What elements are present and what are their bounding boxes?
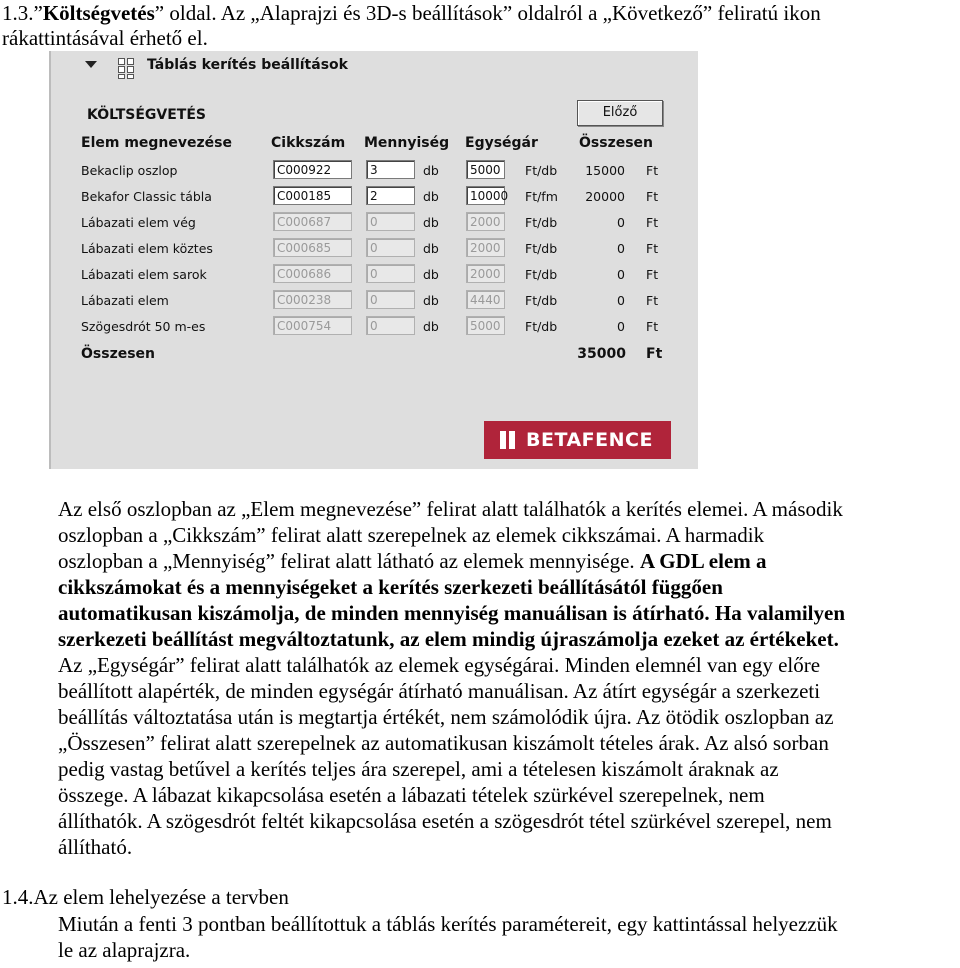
previous-button[interactable]: Előző — [577, 100, 663, 126]
body-text: állítható. — [58, 835, 133, 859]
row-total: 0 — [617, 241, 625, 256]
qty-unit: db — [423, 189, 439, 204]
column-header-price: Egységár — [465, 135, 538, 151]
table-row — [51, 315, 698, 341]
qty-field[interactable]: 2 — [366, 186, 415, 205]
table-row — [51, 237, 698, 263]
body-line — [58, 548, 845, 574]
intro-rest: ” oldal. Az „Alaprajzi és 3D-s beállítások” oldalról a „Következő” feliratú ikon — [154, 1, 821, 25]
body-text: oszlopban a „Cikkszám” felirat alatt szerepelnek az elemek cikkszámai. A harmadik — [58, 523, 765, 547]
body-text: Az „Egységár” felirat alatt találhatók az elemek egységárai. Minden elemnél van egy előre — [58, 653, 821, 677]
table-row — [51, 263, 698, 289]
body-text: Az első oszlopban az „Elem megnevezése” felirat alatt találhatók a kerítés elemei. A második — [58, 497, 843, 521]
qty-field: 0 — [366, 238, 415, 257]
body-line — [58, 652, 845, 678]
qty-unit: db — [423, 293, 439, 308]
body-bold-text: Ha valamilyen — [714, 601, 846, 625]
section-paragraph — [58, 911, 838, 963]
row-currency: Ft — [646, 189, 659, 204]
row-total: 0 — [617, 215, 625, 230]
section-line-2: le az alaprajzra. — [58, 938, 191, 962]
sum-value: 35000 — [577, 346, 626, 362]
panel-title: KÖLTSÉGVETÉS — [87, 107, 207, 123]
body-text: oszlopban a „Mennyiség” felirat alatt látható az elemek mennyisége. — [58, 549, 640, 573]
price-unit: Ft/db — [525, 267, 558, 282]
intro-prefix: 1.3.” — [2, 1, 43, 25]
price-unit: Ft/db — [525, 241, 558, 256]
qty-field: 0 — [366, 264, 415, 283]
price-field: 4440 — [466, 290, 505, 309]
body-line — [58, 834, 845, 860]
body-text: „Összesen” felirat alatt szerepelnek az automatikusan kiszámolt tételes árak. Az alsó sorban — [58, 731, 829, 755]
row-name: Lábazati elem — [81, 293, 169, 308]
code-field[interactable]: C000922 — [273, 160, 352, 179]
row-name: Lábazati elem köztes — [81, 241, 213, 256]
price-field[interactable]: 10000 — [466, 186, 505, 205]
column-header-code: Cikkszám — [271, 135, 346, 151]
row-total: 0 — [617, 267, 625, 282]
section-line-1: Miután a fenti 3 pontban beállítottuk a táblás kerítés paramétereit, egy kattintással helyezzük — [58, 912, 838, 936]
row-name: Bekaclip oszlop — [81, 163, 178, 178]
qty-unit: db — [423, 163, 439, 178]
intro-bold: Költségvetés — [42, 1, 155, 25]
row-currency: Ft — [646, 319, 659, 334]
price-field: 2000 — [466, 238, 505, 257]
body-line — [58, 574, 845, 600]
body-bold-text: cikkszámokat és a mennyiségeket a kerítés szerkezeti beállításától függően — [58, 575, 723, 599]
collapse-arrow-icon[interactable] — [85, 61, 97, 68]
body-bold-text: szerkezeti beállítást megváltoztatunk, az elem mindig újraszámolja ezeket az értékeket. — [58, 627, 839, 651]
price-field: 2000 — [466, 264, 505, 283]
body-text: pedig vastag betűvel a kerítés teljes ára szerepel, ami a tételesen kiszámolt áraknak az — [58, 757, 779, 781]
body-line — [58, 600, 845, 626]
qty-unit: db — [423, 319, 439, 334]
qty-field: 0 — [366, 316, 415, 335]
code-field: C000754 — [273, 316, 352, 335]
row-total: 20000 — [585, 189, 625, 204]
settings-grid-icon — [118, 58, 142, 80]
sum-label: Összesen — [81, 346, 156, 362]
row-currency: Ft — [646, 163, 659, 178]
intro-line-1 — [2, 0, 821, 26]
table-row — [51, 185, 698, 211]
body-line — [58, 678, 845, 704]
qty-unit: db — [423, 215, 439, 230]
row-currency: Ft — [646, 241, 659, 256]
sum-currency: Ft — [646, 346, 663, 362]
body-line — [58, 730, 845, 756]
intro-line-2: rákattintásával érhető el. — [2, 26, 208, 50]
body-text: beállítás változtatása után is megtartja értékét, nem számolódik újra. Az ötödik oszlopban az — [58, 705, 834, 729]
row-name: Lábazati elem sarok — [81, 267, 207, 282]
table-row — [51, 289, 698, 315]
price-unit: Ft/db — [525, 293, 558, 308]
price-field[interactable]: 5000 — [466, 160, 505, 179]
table-row — [51, 159, 698, 185]
body-paragraph — [58, 496, 845, 860]
row-name: Lábazati elem vég — [81, 215, 196, 230]
row-currency: Ft — [646, 293, 659, 308]
body-line — [58, 704, 845, 730]
panel-header-title: Táblás kerítés beállítások — [147, 57, 348, 73]
code-field: C000238 — [273, 290, 352, 309]
betafence-logo — [484, 421, 671, 459]
row-total: 0 — [617, 293, 625, 308]
cost-panel-screenshot — [49, 51, 698, 469]
body-line — [58, 626, 845, 652]
table-row — [51, 211, 698, 237]
code-field: C000686 — [273, 264, 352, 283]
price-unit: Ft/db — [525, 163, 558, 178]
body-line — [58, 808, 845, 834]
code-field[interactable]: C000185 — [273, 186, 352, 205]
body-bold-text: automatikusan kiszámolja, de minden mennyiség manuálisan is átírható. — [58, 601, 710, 625]
row-currency: Ft — [646, 267, 659, 282]
body-line — [58, 496, 845, 522]
body-line — [58, 756, 845, 782]
qty-unit: db — [423, 267, 439, 282]
body-text: beállított alapérték, de minden egységár átírható manuálisan. Az átírt egységár a szerkezeti — [58, 679, 821, 703]
body-text: összege. A lábazat kikapcsolása esetén a lábazati tételek szürkével szerepelnek, nem — [58, 783, 765, 807]
row-name: Bekafor Classic tábla — [81, 189, 212, 204]
price-field: 5000 — [466, 316, 505, 335]
code-field: C000685 — [273, 238, 352, 257]
qty-unit: db — [423, 241, 439, 256]
body-text: állíthatók. A szögesdrót feltét kikapcsolása esetén a szögesdrót tétel szürkével szerepel, nem — [58, 809, 832, 833]
body-line — [58, 782, 845, 808]
row-currency: Ft — [646, 215, 659, 230]
betafence-mark-icon — [500, 431, 520, 449]
column-header-name: Elem megnevezése — [81, 135, 232, 151]
price-field: 2000 — [466, 212, 505, 231]
column-header-total: Összesen — [579, 135, 654, 151]
row-total: 15000 — [585, 163, 625, 178]
price-unit: Ft/db — [525, 215, 558, 230]
code-field: C000687 — [273, 212, 352, 231]
row-total: 0 — [617, 319, 625, 334]
qty-field[interactable]: 3 — [366, 160, 415, 179]
logo-text: BETAFENCE — [526, 429, 653, 451]
qty-field: 0 — [366, 212, 415, 231]
column-header-qty: Mennyiség — [364, 135, 450, 151]
qty-field: 0 — [366, 290, 415, 309]
price-unit: Ft/fm — [525, 189, 558, 204]
row-name: Szögesdrót 50 m-es — [81, 319, 206, 334]
price-unit: Ft/db — [525, 319, 558, 334]
body-line — [58, 522, 845, 548]
body-bold-text: A GDL elem a — [639, 549, 767, 573]
section-heading: 1.4.Az elem lehelyezése a tervben — [2, 885, 289, 909]
